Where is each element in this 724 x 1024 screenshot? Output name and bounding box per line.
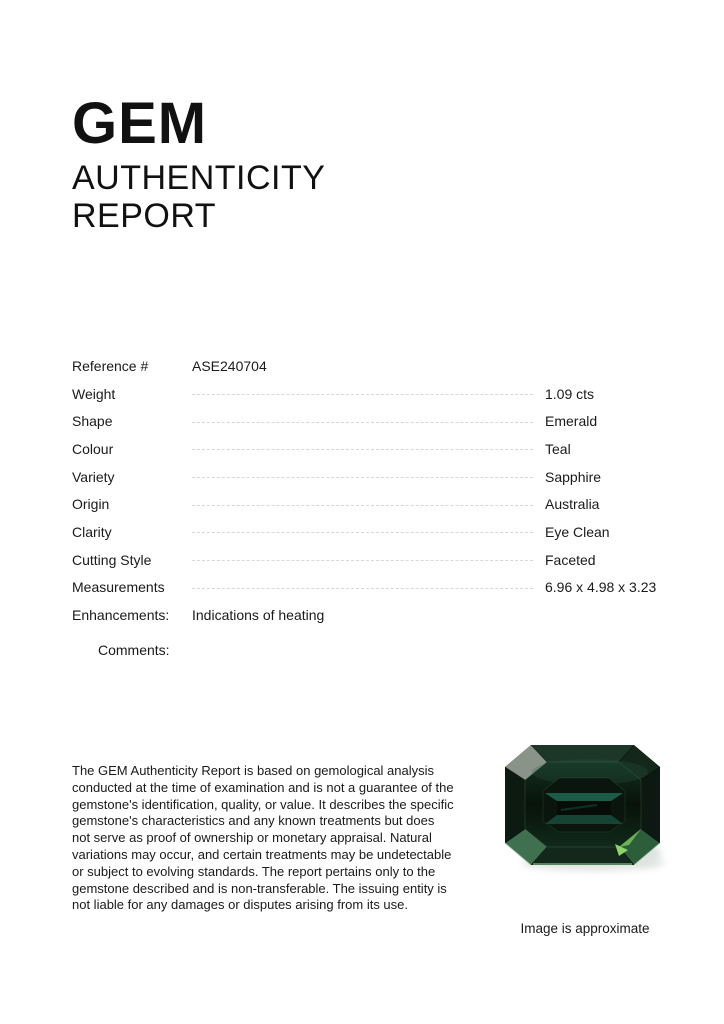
field-row xyxy=(72,352,652,380)
field-label: Cutting Style xyxy=(72,551,152,568)
field-value: ASE240704 xyxy=(192,357,267,374)
dotted-leader-line xyxy=(192,449,533,450)
field-label: Shape xyxy=(72,413,113,430)
field-row xyxy=(72,518,652,546)
fields-list xyxy=(72,352,657,664)
field-label: Weight xyxy=(72,385,116,402)
gem-teal-band-lower xyxy=(545,815,623,824)
field-row xyxy=(72,407,652,435)
dotted-leader-line xyxy=(192,477,533,478)
field-value: Sapphire xyxy=(545,468,602,485)
report-title xyxy=(72,159,325,235)
field-row xyxy=(72,463,652,491)
field-label: Origin xyxy=(72,496,110,513)
field-value: Australia xyxy=(545,496,600,513)
dotted-leader-line xyxy=(192,532,533,533)
field-label: Colour xyxy=(72,440,114,457)
field-row xyxy=(72,490,652,518)
gem-illustration xyxy=(495,740,675,875)
field-row xyxy=(72,380,652,408)
field-row xyxy=(72,546,652,574)
field-value: Eye Clean xyxy=(545,523,610,540)
field-value: Teal xyxy=(545,440,571,457)
brand-logo-text: GEM xyxy=(72,91,208,156)
field-row xyxy=(72,574,657,602)
field-value: 6.96 x 4.98 x 3.23 xyxy=(545,579,657,596)
report-title-line2: REPORT xyxy=(72,197,217,235)
gem-photo xyxy=(495,740,675,875)
dotted-leader-line xyxy=(192,505,533,506)
field-label: Variety xyxy=(72,468,115,485)
disclaimer-text: The GEM Authenticity Report is based on gemological analysis conducted at the time of examination and is not a guarantee of the gemstone's identification, quality, or value. It describes the specific gemstone's characteristics and any known treatments but does not serve as proof of ownership or monetary appraisal. Natural variations may occur, and certain treatments may be undetectable or subject to evolving standards. The report pertains only to the gemstone described and is non-transferable. The issuing entity is not liable for any damages or disputes arising from its use. xyxy=(72,763,454,913)
gem-table xyxy=(557,801,611,815)
field-row xyxy=(72,435,652,463)
field-value: 1.09 cts xyxy=(545,385,595,402)
field-label: Enhancements: xyxy=(72,607,170,624)
report-title-line1: AUTHENTICITY xyxy=(72,159,326,197)
dotted-leader-line xyxy=(192,394,533,395)
field-row xyxy=(72,636,652,664)
gem-image-caption: Image is approximate xyxy=(520,921,650,936)
field-row xyxy=(72,601,652,629)
field-label: Reference # xyxy=(72,357,149,374)
dotted-leader-line xyxy=(192,588,533,589)
field-label: Comments: xyxy=(98,641,170,658)
field-value: Indications of heating xyxy=(192,607,325,624)
field-label: Measurements xyxy=(72,579,165,596)
dotted-leader-line xyxy=(192,422,533,423)
gem-teal-band-upper xyxy=(545,793,623,801)
field-label: Clarity xyxy=(72,523,112,540)
field-value: Emerald xyxy=(545,413,598,430)
field-value: Faceted xyxy=(545,551,596,568)
dotted-leader-line xyxy=(192,560,533,561)
